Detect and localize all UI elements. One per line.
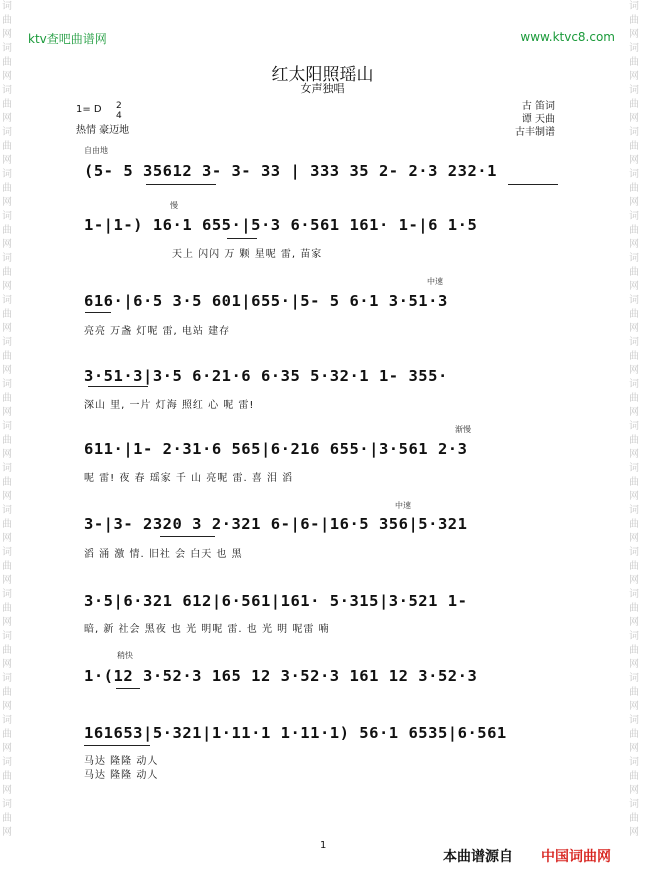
score-row-2-lyrics: 天上 闪闪 万 颗 星呢 雷, 苗家: [172, 249, 323, 260]
score-row-9-notes: 161653|5·321|1·11·1 1·11·1) 56·1 6535|6·561: [84, 724, 507, 742]
mark-moderato-2: 中速: [395, 501, 411, 510]
mark-moderato-1: 中速: [427, 277, 443, 286]
watermark-right: 词曲网词曲网词曲网词曲网词曲网词曲网词曲网词曲网词曲网词曲网词曲网词曲网词曲网词曲网词曲网词曲网词曲网词曲网词曲网词曲网: [629, 1, 639, 838]
score-row-4-lyrics: 深山 里, 一片 灯海 照红 心 呢 雷!: [84, 400, 255, 411]
tempo-marking: 热情 豪迈地: [76, 125, 130, 136]
score-row-10-lyrics: 马达 隆隆 动人: [84, 770, 159, 781]
page-number: 1: [320, 840, 327, 851]
score-row-6-lyrics: 滔 涌 激 情. 旧社 会 白天 也 黑: [84, 549, 243, 560]
site-left-link[interactable]: ktv查吧曲谱网: [28, 32, 107, 46]
time-top: 2: [116, 101, 122, 111]
mark-faster: 稍快: [117, 651, 133, 660]
score-row-8-notes: 1·(12 3·52·3 165 12 3·52·3 161 12 3·52·3: [84, 667, 478, 685]
watermark-left: 词曲网词曲网词曲网词曲网词曲网词曲网词曲网词曲网词曲网词曲网词曲网词曲网词曲网词曲网词曲网词曲网词曲网词曲网词曲网词曲网: [2, 1, 12, 838]
mark-free: 自由地: [84, 146, 108, 155]
score-row-3-notes: 616·|6·5 3·5 601|655·|5- 5 6·1 3·51·3: [84, 292, 448, 310]
site-right-link[interactable]: www.ktvc8.com: [520, 30, 615, 44]
score-row-2-notes: 1-|1-) 16·1 655·|5·3 6·561 161· 1-|6 1·5: [84, 216, 478, 234]
mark-slow: 慢: [170, 201, 178, 210]
engraver: 古丰制谱: [515, 127, 555, 138]
song-subtitle: 女声独唱: [300, 82, 345, 95]
score-row-1-notes: (5- 5 35612 3- 3- 33 | 333 35 2- 2·3 232·1: [84, 162, 497, 180]
credits: [515, 100, 555, 139]
footer-source: 本曲谱源自: [443, 849, 513, 865]
footer-site-link[interactable]: 中国词曲网: [541, 849, 611, 865]
score-row-3-lyrics: 亮亮 万盏 灯呢 雷, 电站 建存: [84, 326, 231, 337]
score-row-6-notes: 3-|3- 2320 3 2·321 6-|6-|16·5 356|5·321: [84, 515, 468, 533]
key-signature: 1= D: [76, 104, 102, 115]
lyricist: 古 笛词: [521, 101, 555, 112]
time-bottom: 4: [116, 111, 122, 121]
score-row-5-lyrics: 呢 雷! 夜 春 瑶家 千 山 亮呢 雷. 喜 泪 滔: [84, 473, 294, 484]
song-title: 红太阳照瑶山: [271, 65, 374, 85]
score-row-7-lyrics: 暗, 新 社会 黑夜 也 光 明呢 雷. 也 光 明 呢雷 喃: [84, 624, 330, 635]
score-row-9-lyrics: 马达 隆隆 动人: [84, 756, 159, 767]
score-row-7-notes: 3·5|6·321 612|6·561|161· 5·315|3·521 1-: [84, 592, 468, 610]
score-row-5-notes: 611·|1- 2·31·6 565|6·216 655·|3·561 2·3: [84, 440, 468, 458]
score-row-4-notes: 3·51·3|3·5 6·21·6 6·35 5·32·1 1- 355·: [84, 367, 448, 385]
composer: 谭 天曲: [521, 114, 555, 125]
mark-rit: 渐慢: [455, 425, 471, 434]
